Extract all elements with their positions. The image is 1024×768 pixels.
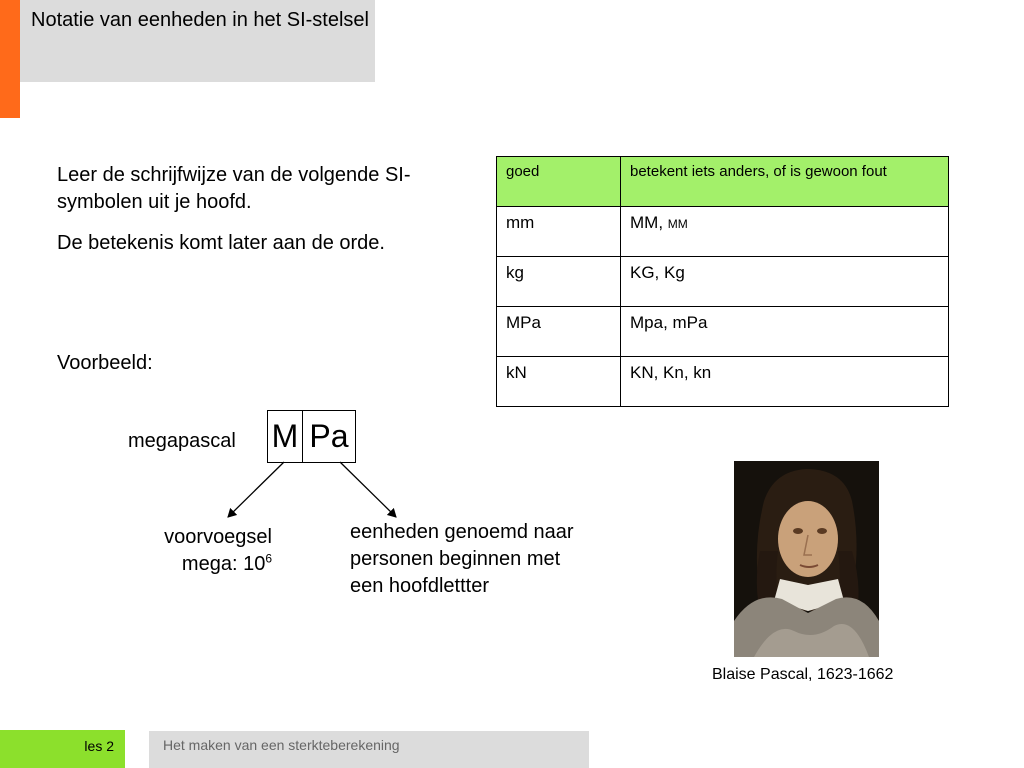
cell-wrong [621, 207, 949, 257]
cell-good: kg [497, 257, 621, 307]
unit-symbol: Pa [309, 418, 349, 454]
table-row [497, 357, 949, 407]
header-wrong: betekent iets anders, of is gewoon fout [621, 157, 949, 207]
prefix-note-line-1: voorvoegsel [164, 526, 272, 548]
pascal-portrait [734, 461, 879, 657]
prefix-note-line-2: mega: 10 [181, 553, 266, 575]
table-row [497, 257, 949, 307]
footer-title-box [149, 731, 589, 768]
cell-good: MPa [497, 307, 621, 357]
cell-wrong: KN, Kn, kn [621, 357, 949, 407]
header-good: goed [497, 157, 621, 207]
cell-wrong: Mpa, mPa [621, 307, 949, 357]
table-row [497, 307, 949, 357]
cell-good: kN [497, 357, 621, 407]
cell-wrong-text: MM, [630, 213, 664, 232]
cell-good: mm [497, 207, 621, 257]
si-symbol-table [496, 156, 949, 407]
slide-title: Notatie van eenheden in het SI-stelsel [31, 9, 369, 31]
portrait-caption: Blaise Pascal, 1623-1662 [712, 666, 894, 683]
footer-title: Het maken van een sterkteberekening [163, 737, 400, 753]
example-label: Voorbeeld: [57, 352, 153, 374]
unit-note: eenheden genoemd naar personen beginnen met een hoofdlettter [350, 521, 574, 597]
arrow-to-prefix-note [228, 462, 284, 517]
intro-line-2: De betekenis komt later aan de orde. [57, 232, 385, 254]
prefix-note [148, 524, 272, 578]
arrow-to-unit-note [340, 462, 396, 517]
footer-page-number: les 2 [84, 738, 114, 754]
intro-line-1: Leer de schrijfwijze van de volgende SI-symbolen uit je hoofd. [57, 164, 411, 213]
example-word: megapascal [128, 430, 236, 452]
prefix-note-exponent: 6 [265, 551, 272, 566]
table-header-row [497, 157, 949, 207]
table-row [497, 207, 949, 257]
prefix-symbol: M [268, 411, 303, 462]
footer-page-box [0, 730, 125, 768]
cell-wrong-small: MM [667, 217, 688, 231]
cell-wrong: KG, Kg [621, 257, 949, 307]
